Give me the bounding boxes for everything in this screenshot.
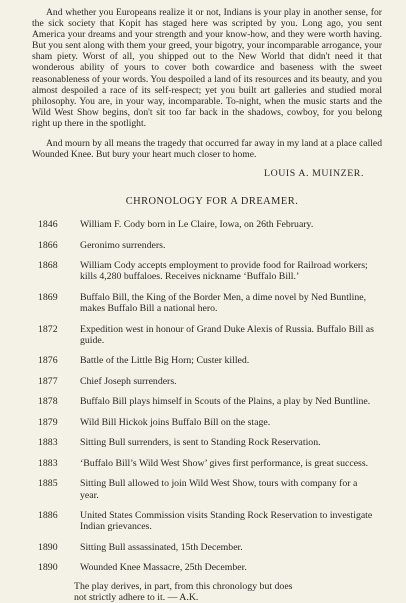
entry-text: United States Commission visits Standing Rock Reservation to investigate Indian grievances. <box>80 510 373 533</box>
chronology-entry <box>38 478 382 500</box>
entry-year: 1877 <box>38 375 58 387</box>
entry-year: 1846 <box>38 219 58 231</box>
entry-text: Sitting Bull surrenders, is sent to Standing Rock Reservation. <box>80 437 321 449</box>
entry-year: 1886 <box>38 510 58 522</box>
entry-year: 1872 <box>38 323 58 335</box>
chronology-entry <box>38 458 382 469</box>
entry-text: ‘Buffalo Bill’s Wild West Show’ gives first performance, is great success. <box>80 457 369 469</box>
chronology-entry <box>38 292 382 314</box>
chronology-entry <box>38 417 382 428</box>
entry-year: 1866 <box>38 239 58 251</box>
entry-text: Wounded Knee Massacre, 25th December. <box>80 562 247 574</box>
chronology-entry <box>38 260 382 282</box>
entry-text: William F. Cody born in Le Claire, Iowa, on 26th February. <box>80 219 314 231</box>
intro-text <box>32 7 382 160</box>
entry-text: Battle of the Little Big Horn; Custer killed. <box>80 355 250 367</box>
entry-text: Sitting Bull assassinated, 15th December. <box>80 541 243 553</box>
entry-text: Chief Joseph surrenders. <box>80 375 177 387</box>
intro-paragraph-1: And whether you Europeans realize it or not, Indians is your play in another sense, for the sick society that Kopit has staged here was scripted by you. Long ago, you sent America your dreams and your strength and your know-how, and they were worth having. But you sent along with them your greed, your bigotry, your incomparable arrogance, your sham piety. Worst of all, you shipped out to the New World that didn't need it that wonderous ability of yours to cover both cowardice and baseness with the sweet reasonableness of your words. You despoiled a land of its resources and its beauty, and you almost despoiled a race of its self-respect; yet you built art galleries and studied moral philosophy. You are, in your way, incomparable. To-night, when the music starts and the Wild West Show begins, don't sit too far back in the shadows, cowboy, for you belong right up there in the spotlight. <box>32 7 382 129</box>
entry-text: Sitting Bull allowed to join Wild West Show, tours with company for a year. <box>80 478 358 501</box>
chronology-entry <box>38 355 382 366</box>
author-signature: LOUIS A. MUINZER. <box>263 168 364 180</box>
chronology-entry <box>38 542 382 553</box>
chronology-entry <box>38 240 382 251</box>
chronology-entry <box>38 376 382 387</box>
chronology-entry <box>38 437 382 448</box>
entry-year: 1869 <box>38 291 58 303</box>
entry-year: 1890 <box>38 562 58 574</box>
chronology-note: The play derives, in part, from this chronology but does not strictly adhere to it. — A.K. <box>74 580 293 603</box>
entry-year: 1885 <box>38 478 58 490</box>
chronology-title: CHRONOLOGY FOR A DREAMER. <box>125 196 299 208</box>
entry-text: Buffalo Bill, the King of the Border Men, a dime novel by Ned Buntline, makes Buffalo Bill a national hero. <box>80 291 367 315</box>
chronology-entry <box>38 396 382 407</box>
entry-year: 1878 <box>38 396 58 408</box>
chronology-entry <box>38 219 382 230</box>
entry-year: 1879 <box>38 416 58 428</box>
entry-text: William Cody accepts employment to provide food for Railroad workers; kills 4,280 buffaloes. Receives nickname ‘Buffalo Bill.’ <box>80 260 368 283</box>
entry-text: Wild Bill Hickok joins Buffalo Bill on the stage. <box>80 416 271 428</box>
entry-year: 1883 <box>38 457 58 469</box>
intro-paragraph-2: And mourn by all means the tragedy that occurred far away in my land at a place called Wounded Knee. But bury your heart much closer to home. <box>32 138 382 161</box>
chronology-entry <box>38 510 382 532</box>
entry-text: Buffalo Bill plays himself in Scouts of the Plains, a play by Ned Buntline. <box>80 396 371 408</box>
entry-year: 1883 <box>38 437 58 449</box>
entry-year: 1868 <box>38 260 58 272</box>
entry-text: Expedition west in honour of Grand Duke Alexis of Russia. Buffalo Bill as guide. <box>80 323 374 346</box>
entry-text: Geronimo surrenders. <box>80 239 166 251</box>
chronology-entry <box>38 562 382 573</box>
chronology-entry <box>38 324 382 346</box>
entry-year: 1890 <box>38 541 58 553</box>
entry-year: 1876 <box>38 355 58 367</box>
chronology-list <box>38 219 382 573</box>
